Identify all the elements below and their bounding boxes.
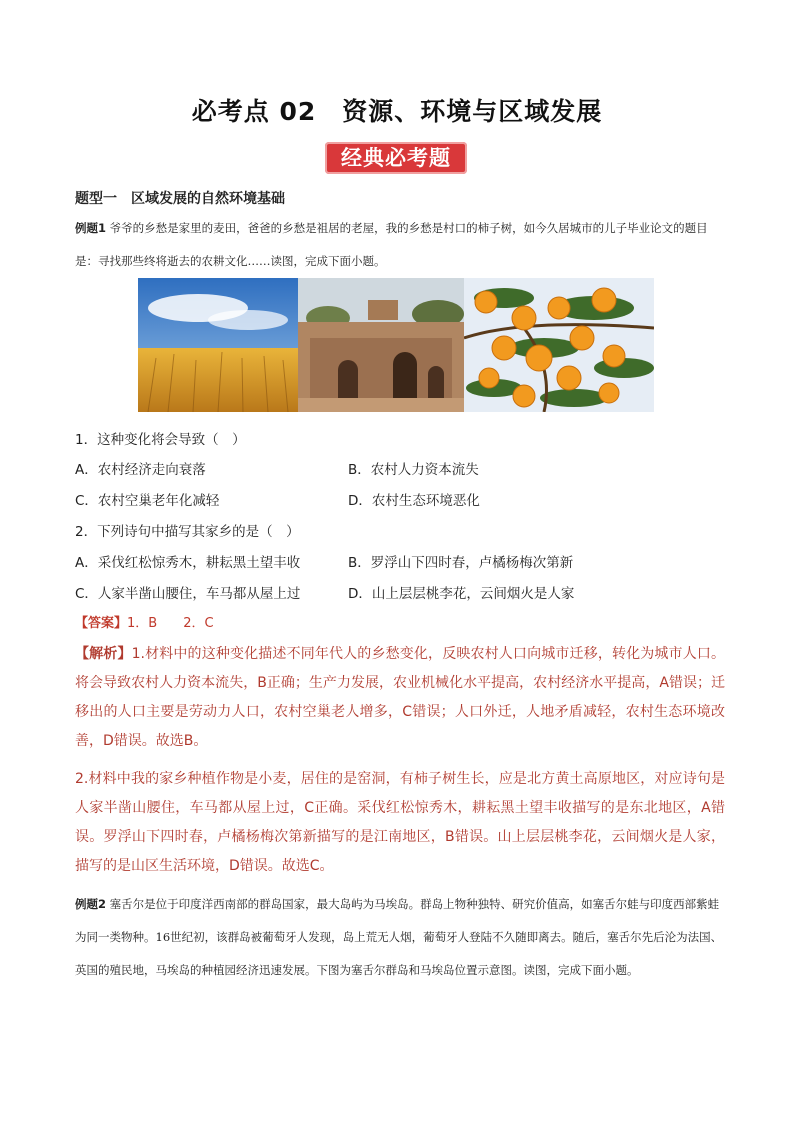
answer-label: 【答案】: [75, 616, 128, 631]
question-1-option-c: C．农村空巢老年化减轻: [75, 493, 220, 509]
question-2-option-d: D．山上层层桃李花，云间烟火是人家: [348, 586, 575, 602]
analysis-paragraph-2: 2.材料中我的家乡种植作物是小麦，居住的是窑洞，有柿子树生长，应是北方黄土高原地区，对应诗句是人家半凿山腰住，车马都从屋上过，C正确。采伐红松惊秀木，耕耘黑土望丰收描写的是东北地区，A错误。罗浮山下四时春，卢橘杨梅次第新描写的是江南地区，B错误。山上层层桃李花，云间烟火是人家，描写的是山区生活环境，D错误。故选C。: [75, 771, 725, 874]
persimmon-tree-photo: [464, 278, 654, 412]
question-1-option-b: B．农村人力资本流失: [348, 462, 479, 478]
question-2-stem: 2．下列诗句中描写其家乡的是（ ）: [75, 524, 300, 540]
question-2-option-c: C．人家半凿山腰住，车马都从屋上过: [75, 586, 301, 602]
question-1-stem: 1．这种变化将会导致（ ）: [75, 432, 246, 448]
question-2-option-b: B．罗浮山下四时春，卢橘杨梅次第新: [348, 555, 574, 571]
question-1-option-a: A．农村经济走向衰落: [75, 462, 206, 478]
example1-paragraph: [75, 212, 725, 278]
question-1-option-d: D．农村生态环境恶化: [348, 493, 480, 509]
example2-label: 例题2: [75, 897, 107, 911]
question-2-option-a: A．采伐红松惊秀木，耕耘黑土望丰收: [75, 555, 301, 571]
page-title: 必考点 02 资源、环境与区域发展: [191, 97, 603, 126]
analysis-label: 【解析】: [75, 646, 132, 662]
example2-paragraph: [75, 888, 725, 987]
section-heading: [75, 188, 285, 208]
analysis-text-1: 1.材料中的这种变化描述不同年代人的乡愁变化，反映农村人口向城市迁移，转化为城市人口。将会导致农村人力资本流失，B正确；生产力发展，农业机械化水平提高，农村经济水平提高，A错误；迁移出的人口主要是劳动力人口，农村空巢老人增多，C错误；人口外迁，人地矛盾减轻，农村生态环境改善，D错误。故选B。: [75, 646, 725, 749]
section-label: 题型一: [75, 191, 117, 207]
answer-line: [75, 612, 214, 631]
answer-text: 1．B 2．C: [127, 616, 214, 631]
classic-question-badge: 经典必考题: [325, 142, 467, 174]
example1-label: 例题1: [75, 221, 107, 235]
section-title: 区域发展的自然环境基础: [131, 191, 285, 207]
example1-text: 爷爷的乡愁是家里的麦田，爸爸的乡愁是祖居的老屋，我的乡愁是村口的柿子树，如今久居城市的儿子毕业论文的题目是：寻找那些终将逝去的农耕文化……读图，完成下面小题。: [75, 221, 708, 268]
photo-strip: [138, 278, 654, 412]
wheat-field-photo: [138, 278, 298, 412]
cave-dwelling-photo: [298, 278, 464, 412]
example2-text: 塞舌尔是位于印度洋西南部的群岛国家，最大岛屿为马埃岛。群岛上物种独特、研究价值高，如塞舌尔蛙与印度西部紫蛙为同一类物种。16世纪初，该群岛被葡萄牙人发现，岛上荒无人烟，葡萄牙人登陆不久随即离去。随后，塞舌尔先后沦为法国、英国的殖民地，马埃岛的种植园经济迅速发展。下图为塞舌尔群岛和马埃岛位置示意图。读图，完成下面小题。: [75, 897, 723, 977]
analysis-paragraph-1: [75, 640, 725, 756]
